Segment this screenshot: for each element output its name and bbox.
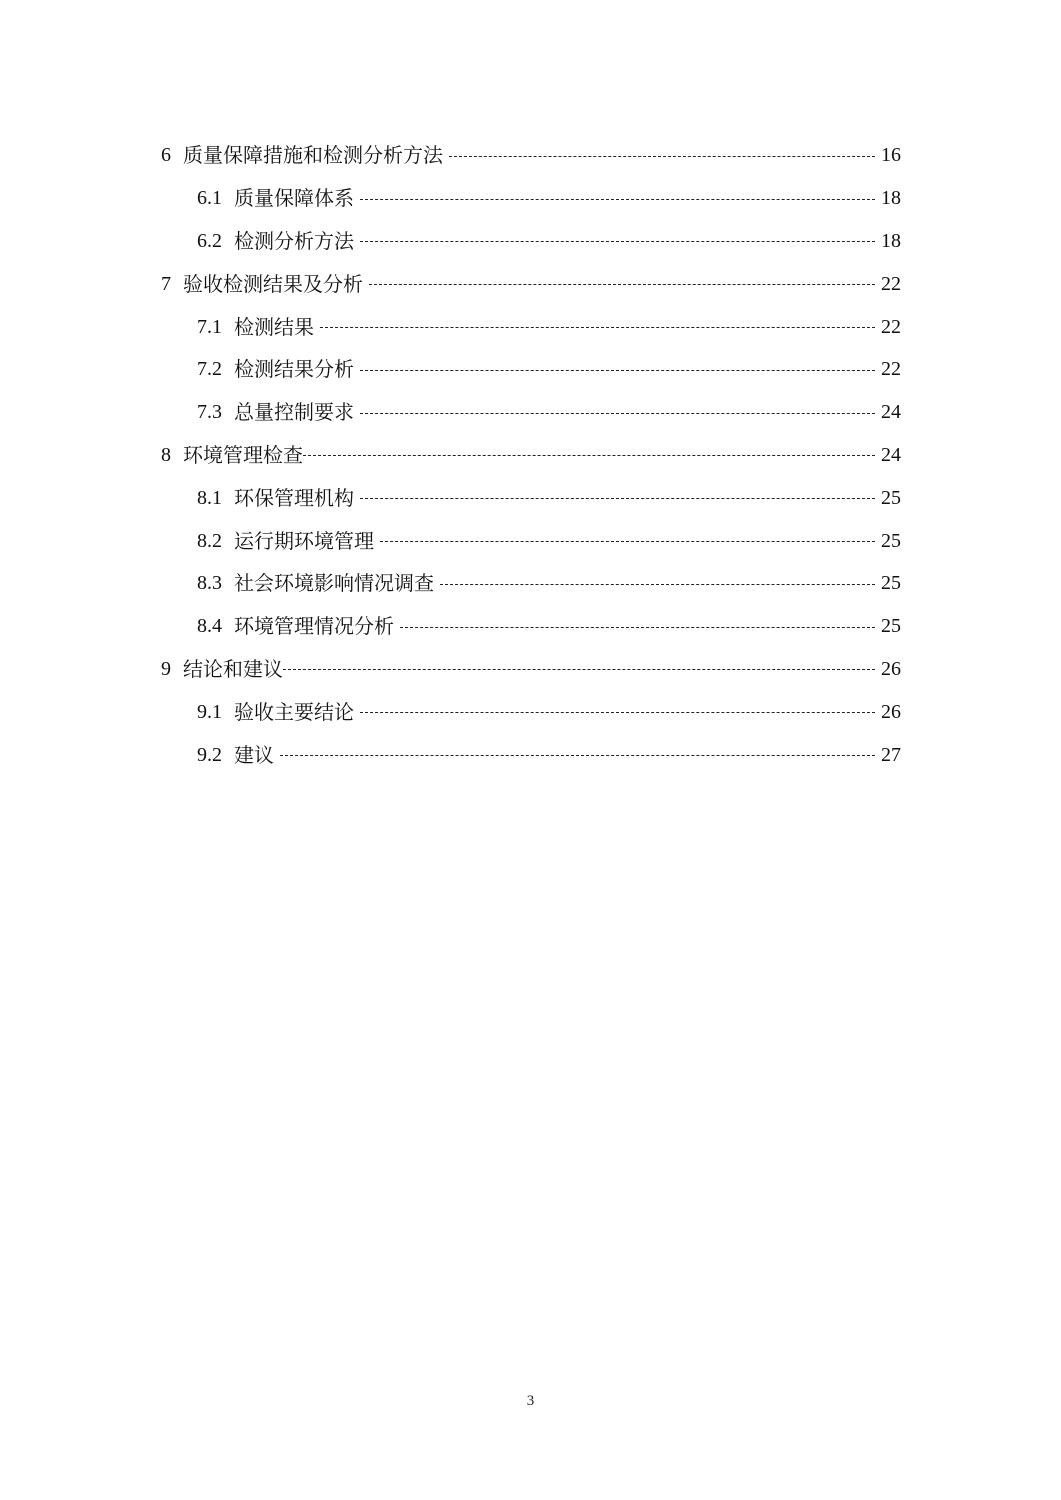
table-of-contents (0, 134, 1061, 776)
toc-page-number: 18 (881, 187, 901, 210)
toc-entry-6[interactable] (0, 134, 1061, 177)
toc-number: 7 (161, 272, 171, 295)
toc-page-number: 22 (881, 272, 901, 295)
toc-leader-dots (360, 498, 875, 499)
toc-number: 9.2 (197, 743, 222, 766)
toc-number: 7.1 (197, 315, 222, 338)
toc-number: 9 (161, 657, 171, 680)
toc-title: 质量保障措施和检测分析方法 (183, 143, 443, 168)
toc-leader-dots (360, 712, 875, 713)
toc-leader-dots (283, 669, 875, 670)
toc-leader-dots (360, 413, 875, 414)
toc-page-number: 24 (881, 401, 901, 424)
toc-number: 7.2 (197, 358, 222, 381)
toc-number: 8 (161, 443, 171, 466)
toc-leader-dots (280, 755, 875, 756)
toc-title: 验收检测结果及分析 (183, 271, 363, 296)
toc-number: 6.1 (197, 187, 222, 210)
toc-page-number: 27 (881, 743, 901, 766)
toc-page-number: 25 (881, 572, 901, 595)
toc-title: 建议 (234, 742, 274, 767)
toc-page-number: 26 (881, 700, 901, 723)
toc-page-number: 26 (881, 657, 901, 680)
toc-leader-dots (303, 455, 875, 456)
toc-leader-dots (369, 284, 875, 285)
toc-number: 6 (161, 144, 171, 167)
toc-page-number: 22 (881, 358, 901, 381)
toc-page-number: 22 (881, 315, 901, 338)
toc-leader-dots (360, 199, 875, 200)
toc-leader-dots (440, 584, 875, 585)
toc-title: 环保管理机构 (234, 485, 354, 510)
toc-page-number: 25 (881, 615, 901, 638)
toc-entry-8-4[interactable] (0, 605, 1061, 648)
toc-page-number: 24 (881, 443, 901, 466)
toc-entry-8-3[interactable] (0, 562, 1061, 605)
toc-title: 环境管理情况分析 (234, 614, 394, 639)
toc-entry-7-1[interactable] (0, 305, 1061, 348)
toc-leader-dots (320, 327, 875, 328)
toc-number: 8.2 (197, 529, 222, 552)
toc-title: 检测分析方法 (234, 228, 354, 253)
toc-entry-9[interactable] (0, 648, 1061, 691)
page-number: 3 (526, 1393, 535, 1409)
toc-entry-9-2[interactable] (0, 733, 1061, 776)
toc-entry-6-2[interactable] (0, 220, 1061, 263)
toc-number: 8.1 (197, 486, 222, 509)
toc-entry-7-3[interactable] (0, 391, 1061, 434)
toc-title: 结论和建议 (183, 656, 283, 681)
toc-page-number: 18 (881, 229, 901, 252)
toc-entry-7-2[interactable] (0, 348, 1061, 391)
toc-entry-7[interactable] (0, 262, 1061, 305)
toc-number: 8.4 (197, 615, 222, 638)
toc-leader-dots (360, 370, 875, 371)
toc-number: 9.1 (197, 700, 222, 723)
toc-number: 7.3 (197, 401, 222, 424)
toc-title: 检测结果 (234, 314, 314, 339)
toc-entry-9-1[interactable] (0, 690, 1061, 733)
toc-number: 6.2 (197, 229, 222, 252)
toc-title: 社会环境影响情况调查 (234, 571, 434, 596)
toc-page-number: 16 (881, 144, 901, 167)
toc-entry-8-1[interactable] (0, 476, 1061, 519)
toc-title: 检测结果分析 (234, 357, 354, 382)
toc-title: 验收主要结论 (234, 699, 354, 724)
toc-leader-dots (449, 156, 875, 157)
toc-entry-8[interactable] (0, 434, 1061, 477)
toc-number: 8.3 (197, 572, 222, 595)
toc-title: 环境管理检查 (183, 442, 303, 467)
toc-entry-8-2[interactable] (0, 519, 1061, 562)
toc-page-number: 25 (881, 529, 901, 552)
toc-title: 质量保障体系 (234, 186, 354, 211)
toc-title: 总量控制要求 (234, 400, 354, 425)
toc-leader-dots (360, 241, 875, 242)
toc-entry-6-1[interactable] (0, 177, 1061, 220)
toc-leader-dots (380, 541, 875, 542)
toc-title: 运行期环境管理 (234, 528, 374, 553)
toc-page-number: 25 (881, 486, 901, 509)
toc-leader-dots (400, 627, 875, 628)
